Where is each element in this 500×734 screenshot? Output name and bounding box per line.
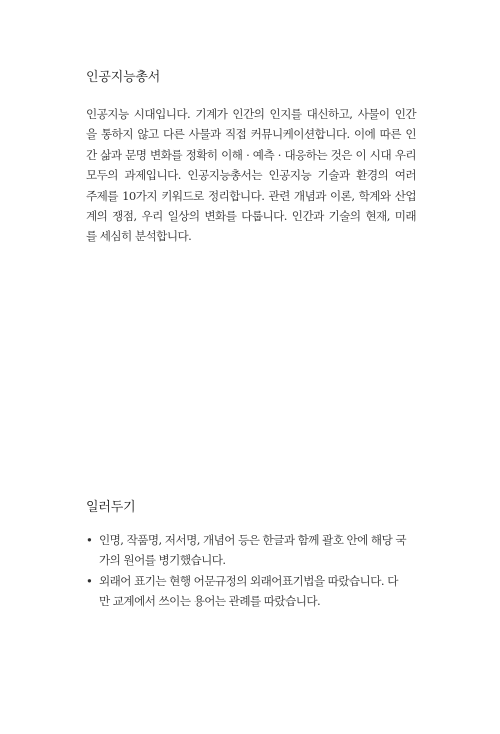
series-description-line: 를 세심히 분석합니다. [86, 229, 192, 244]
series-description-line: 을 통하지 않고 다른 사물과 직접 커뮤니케이션합니다. 이에 따른 인 [86, 127, 416, 142]
series-description-line: 간 삶과 문명 변화를 정확히 이해 · 예측 · 대응하는 것은 이 시대 우리 [86, 147, 416, 162]
series-description-line: 주제를 10가지 키워드로 정리합니다. 관련 개념과 이론, 학계와 산업 [86, 188, 416, 203]
notes-section [86, 496, 416, 612]
series-description [86, 104, 416, 247]
notes-list [86, 530, 416, 612]
note-line: 외래어 표기는 현행 어문규정의 외래어표기법을 따랐습니다. 다 [99, 573, 398, 588]
note-item [86, 530, 416, 571]
note-line: 가의 원어를 병기했습니다. [99, 553, 226, 568]
note-line: 만 교계에서 쓰이는 용어는 관례를 따랐습니다. [99, 594, 321, 609]
series-description-line: 모두의 과제입니다. 인공지능총서는 인공지능 기술과 환경의 여러 [86, 168, 416, 183]
note-line: 인명, 작품명, 저서명, 개념어 등은 한글과 함께 괄호 안에 해당 국 [99, 533, 407, 547]
bullet-icon: • [86, 533, 93, 547]
series-title: 인공지능총서 [86, 70, 161, 85]
series-intro-section [86, 66, 416, 247]
note-item [86, 571, 416, 612]
bullet-icon: • [86, 573, 93, 588]
series-description-line: 인공지능 시대입니다. 기계가 인간의 인지를 대신하고, 사물이 인간 [86, 107, 416, 121]
series-description-line: 계의 쟁점, 우리 일상의 변화를 다룹니다. 인간과 기술의 현재, 미래 [86, 209, 416, 224]
notes-title: 일러두기 [86, 500, 136, 515]
